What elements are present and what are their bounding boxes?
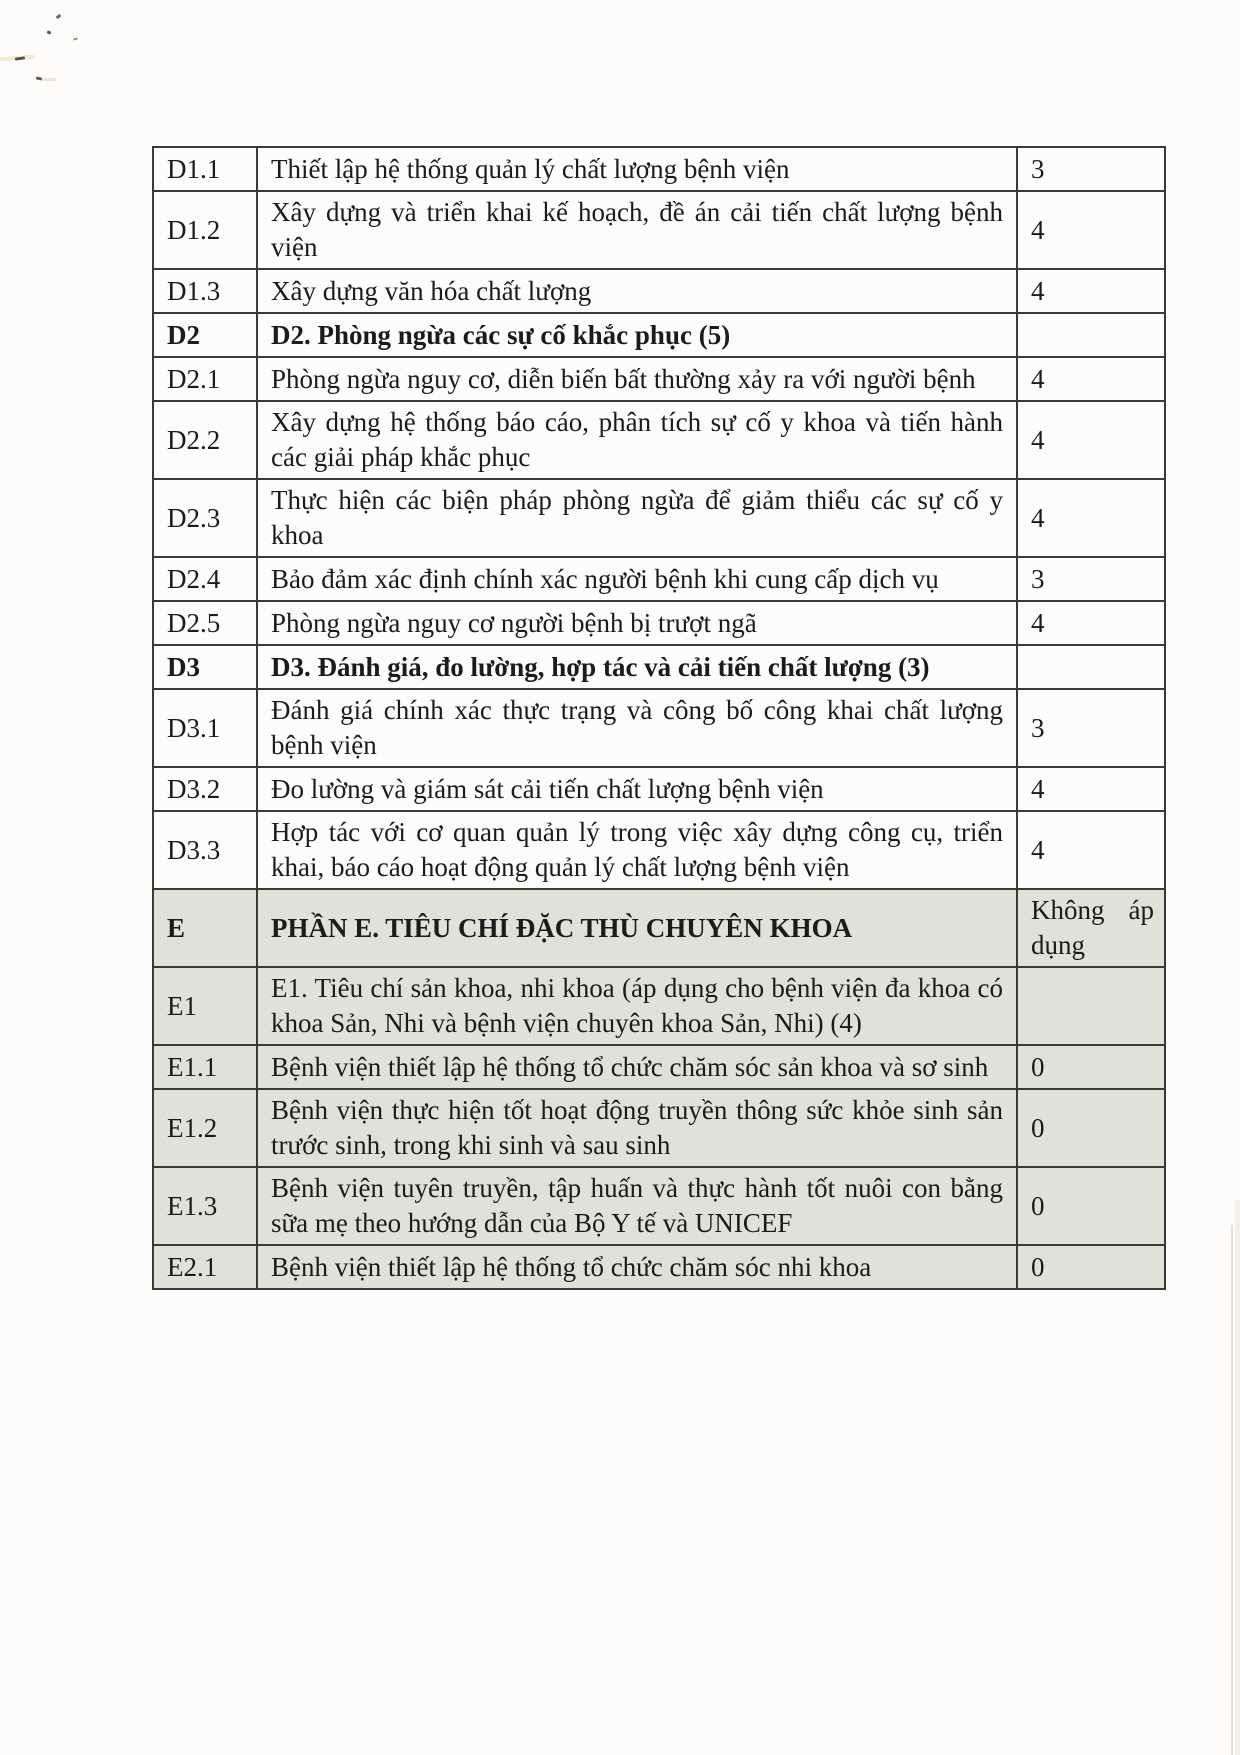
- criterion-code: E1.2: [153, 1089, 257, 1167]
- criterion-score: 4: [1017, 811, 1165, 889]
- table-row: [153, 811, 1165, 889]
- scan-speckle: [36, 76, 42, 80]
- criterion-score: 4: [1017, 269, 1165, 313]
- table-row: [153, 357, 1165, 401]
- criterion-code: D1.2: [153, 191, 257, 269]
- criterion-code: D1.1: [153, 147, 257, 191]
- criterion-score: 3: [1017, 147, 1165, 191]
- table-row: [153, 967, 1165, 1045]
- criteria-table-body: [153, 147, 1165, 1289]
- criterion-description: Thiết lập hệ thống quản lý chất lượng bệnh viện: [257, 147, 1017, 191]
- criterion-score: 4: [1017, 191, 1165, 269]
- criterion-description: D3. Đánh giá, đo lường, hợp tác và cải tiến chất lượng (3): [257, 645, 1017, 689]
- table-row: [153, 191, 1165, 269]
- criterion-description: Đo lường và giám sát cải tiến chất lượng bệnh viện: [257, 767, 1017, 811]
- table-row: [153, 1245, 1165, 1289]
- scan-edge-line: [1231, 1225, 1233, 1755]
- table-row: [153, 313, 1165, 357]
- criterion-score: [1017, 967, 1165, 1045]
- scan-edge-shade: [1235, 1200, 1240, 1755]
- criterion-score: 0: [1017, 1245, 1165, 1289]
- table-row: [153, 645, 1165, 689]
- table-row: [153, 147, 1165, 191]
- criterion-score: 4: [1017, 479, 1165, 557]
- criterion-code: E1.3: [153, 1167, 257, 1245]
- table-row: [153, 889, 1165, 967]
- criterion-code: D3: [153, 645, 257, 689]
- criterion-description: PHẦN E. TIÊU CHÍ ĐẶC THÙ CHUYÊN KHOA: [257, 889, 1017, 967]
- scan-speckle: [56, 14, 62, 19]
- table-row: [153, 401, 1165, 479]
- criterion-description: Bệnh viện thiết lập hệ thống tổ chức chăm sóc sản khoa và sơ sinh: [257, 1045, 1017, 1089]
- criterion-score: 4: [1017, 601, 1165, 645]
- criterion-description: Hợp tác với cơ quan quản lý trong việc xây dựng công cụ, triển khai, báo cáo hoạt động quản lý chất lượng bệnh viện: [257, 811, 1017, 889]
- criterion-description: D2. Phòng ngừa các sự cố khắc phục (5): [257, 313, 1017, 357]
- scan-speckle: [73, 37, 78, 40]
- table-row: [153, 269, 1165, 313]
- criterion-description: Bệnh viện thiết lập hệ thống tổ chức chăm sóc nhi khoa: [257, 1245, 1017, 1289]
- criterion-code: D3.1: [153, 689, 257, 767]
- scan-speckle: [42, 78, 56, 81]
- criterion-code: D2.5: [153, 601, 257, 645]
- table-row: [153, 689, 1165, 767]
- table-row: [153, 767, 1165, 811]
- criterion-score: 4: [1017, 767, 1165, 811]
- criterion-description: Phòng ngừa nguy cơ người bệnh bị trượt ngã: [257, 601, 1017, 645]
- scan-speckle: [47, 30, 52, 34]
- criterion-code: D2.3: [153, 479, 257, 557]
- criteria-table: [152, 146, 1166, 1290]
- scan-speckle: [15, 56, 25, 60]
- criterion-description: Đánh giá chính xác thực trạng và công bố công khai chất lượng bệnh viện: [257, 689, 1017, 767]
- criterion-code: D2.4: [153, 557, 257, 601]
- criterion-description: E1. Tiêu chí sản khoa, nhi khoa (áp dụng cho bệnh viện đa khoa có khoa Sản, Nhi và bệnh viện chuyên khoa Sản, Nhi) (4): [257, 967, 1017, 1045]
- criterion-code: D3.2: [153, 767, 257, 811]
- criterion-code: D2.1: [153, 357, 257, 401]
- table-row: [153, 557, 1165, 601]
- criterion-code: E1.1: [153, 1045, 257, 1089]
- criterion-score: [1017, 645, 1165, 689]
- criterion-score: 0: [1017, 1045, 1165, 1089]
- criterion-score: 3: [1017, 557, 1165, 601]
- criterion-score: [1017, 313, 1165, 357]
- criterion-score: 4: [1017, 401, 1165, 479]
- table-row: [153, 479, 1165, 557]
- criterion-code: D3.3: [153, 811, 257, 889]
- criterion-description: Xây dựng hệ thống báo cáo, phân tích sự cố y khoa và tiến hành các giải pháp khắc phục: [257, 401, 1017, 479]
- criterion-code: D2.2: [153, 401, 257, 479]
- table-row: [153, 1167, 1165, 1245]
- criterion-score: 4: [1017, 357, 1165, 401]
- table-row: [153, 601, 1165, 645]
- criterion-code: E1: [153, 967, 257, 1045]
- criterion-score: Không áp dụng: [1017, 889, 1165, 967]
- criterion-code: E2.1: [153, 1245, 257, 1289]
- criterion-description: Xây dựng và triển khai kế hoạch, đề án cải tiến chất lượng bệnh viện: [257, 191, 1017, 269]
- criterion-code: D1.3: [153, 269, 257, 313]
- criterion-description: Thực hiện các biện pháp phòng ngừa để giảm thiểu các sự cố y khoa: [257, 479, 1017, 557]
- table-row: [153, 1089, 1165, 1167]
- criterion-description: Bệnh viện tuyên truyền, tập huấn và thực hành tốt nuôi con bằng sữa mẹ theo hướng dẫn của Bộ Y tế và UNICEF: [257, 1167, 1017, 1245]
- criterion-description: Phòng ngừa nguy cơ, diễn biến bất thường xảy ra với người bệnh: [257, 357, 1017, 401]
- criterion-code: D2: [153, 313, 257, 357]
- criterion-description: Bảo đảm xác định chính xác người bệnh khi cung cấp dịch vụ: [257, 557, 1017, 601]
- criterion-description: Bệnh viện thực hiện tốt hoạt động truyền thông sức khỏe sinh sản trước sinh, trong khi sinh và sau sinh: [257, 1089, 1017, 1167]
- criterion-score: 0: [1017, 1167, 1165, 1245]
- criterion-code: E: [153, 889, 257, 967]
- criterion-score: 3: [1017, 689, 1165, 767]
- criterion-score: 0: [1017, 1089, 1165, 1167]
- table-row: [153, 1045, 1165, 1089]
- criterion-description: Xây dựng văn hóa chất lượng: [257, 269, 1017, 313]
